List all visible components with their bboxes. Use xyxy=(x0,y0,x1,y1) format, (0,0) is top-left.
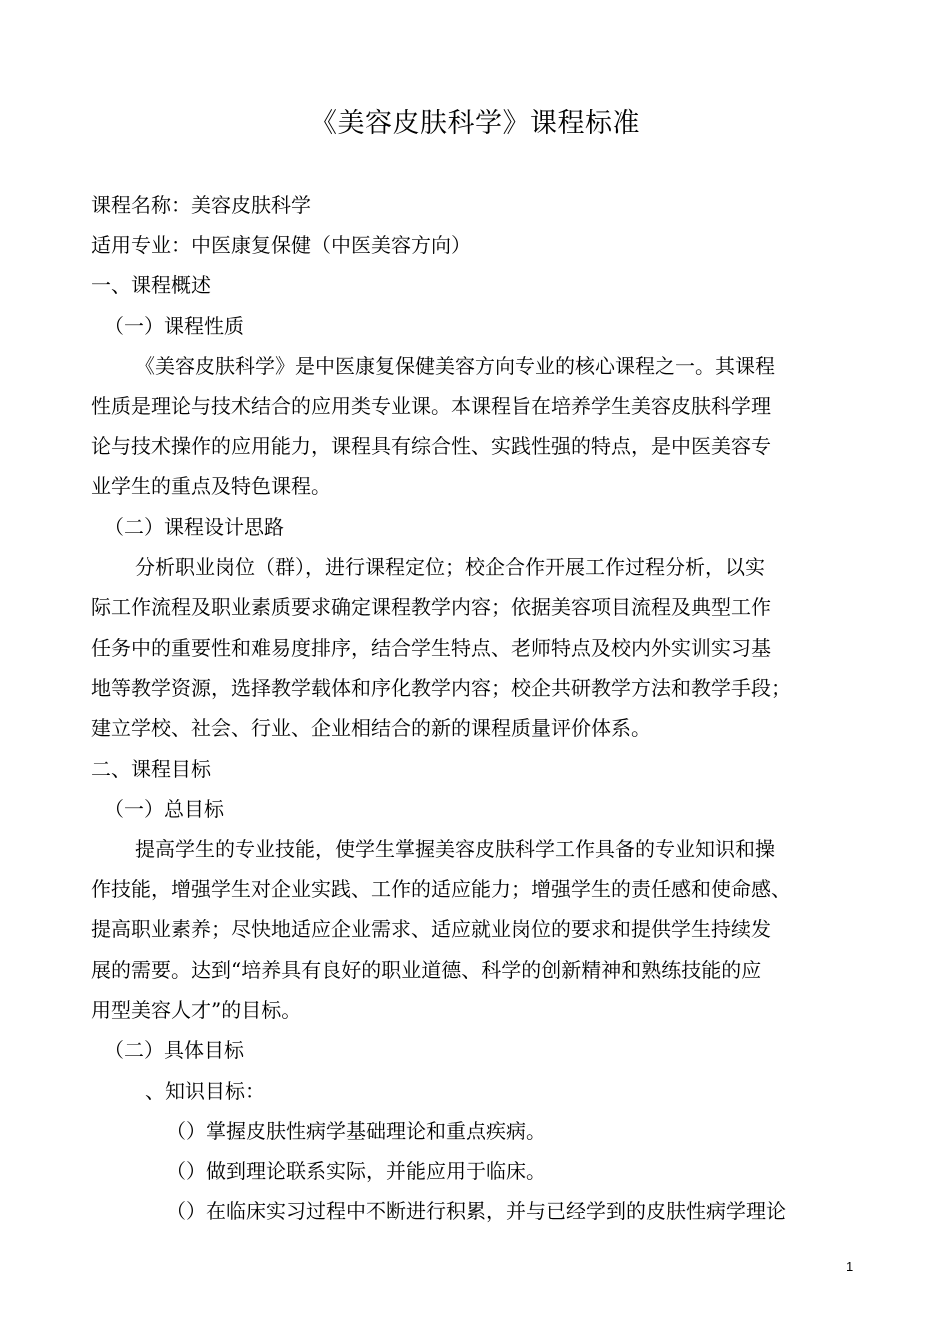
document-title: 《美容皮肤科学》课程标准 xyxy=(310,108,640,139)
subsection-heading-specific: （二）具体目标 xyxy=(104,1038,244,1062)
paragraph-line: 业学生的重点及特色课程。 xyxy=(91,474,331,498)
list-item: （）掌握皮肤性病学基础理论和重点疾病。 xyxy=(166,1119,546,1143)
paragraph-line: 论与技术操作的应用能力，课程具有综合性、实践性强的特点，是中医美容专 xyxy=(91,434,771,458)
paragraph-line: 性质是理论与技术结合的应用类专业课。本课程旨在培养学生美容皮肤科学理 xyxy=(91,394,771,418)
paragraph-line: 分析职业岗位（群），进行课程定位；校企合作开展工作过程分析，以实 xyxy=(135,555,765,579)
list-item: （）在临床实习过程中不断进行积累，并与已经学到的皮肤性病学理论 xyxy=(166,1199,786,1223)
course-name: 课程名称：美容皮肤科学 xyxy=(91,193,311,217)
list-item: （）做到理论联系实际，并能应用于临床。 xyxy=(166,1159,546,1183)
paragraph-line: 建立学校、社会、行业、企业相结合的新的课程质量评价体系。 xyxy=(91,716,651,740)
subsection-heading-design: （二）课程设计思路 xyxy=(104,515,284,539)
paragraph-line: 提高职业素养；尽快地适应企业需求、适应就业岗位的要求和提供学生持续发 xyxy=(91,917,771,941)
knowledge-goal-heading: 、知识目标： xyxy=(145,1079,265,1103)
paragraph-line: 任务中的重要性和难易度排序，结合学生特点、老师特点及校内外实训实习基 xyxy=(91,636,771,660)
paragraph-line: 用型美容人才”的目标。 xyxy=(91,998,302,1022)
paragraph-line: 地等教学资源，选择教学载体和序化教学内容；校企共研教学方法和教学手段； xyxy=(91,676,791,700)
section-heading-overview: 一、课程概述 xyxy=(91,273,211,297)
page-number: 1 xyxy=(846,1259,854,1274)
applicable-major: 适用专业：中医康复保健（中医美容方向） xyxy=(91,233,471,257)
section-heading-goals: 二、课程目标 xyxy=(91,757,211,781)
paragraph-line: 作技能，增强学生对企业实践、工作的适应能力；增强学生的责任感和使命感、 xyxy=(91,877,791,901)
paragraph-line: 提高学生的专业技能，使学生掌握美容皮肤科学工作具备的专业知识和操 xyxy=(135,837,775,861)
paragraph-line: 《美容皮肤科学》是中医康复保健美容方向专业的核心课程之一。其课程 xyxy=(135,354,775,378)
paragraph-line: 展的需要。达到“培养具有良好的职业道德、科学的创新精神和熟练技能的应 xyxy=(91,958,762,982)
subsection-heading-overall: （一）总目标 xyxy=(104,797,224,821)
paragraph-line: 际工作流程及职业素质要求确定课程教学内容；依据美容项目流程及典型工作 xyxy=(91,595,771,619)
subsection-heading-nature: （一）课程性质 xyxy=(104,314,244,338)
